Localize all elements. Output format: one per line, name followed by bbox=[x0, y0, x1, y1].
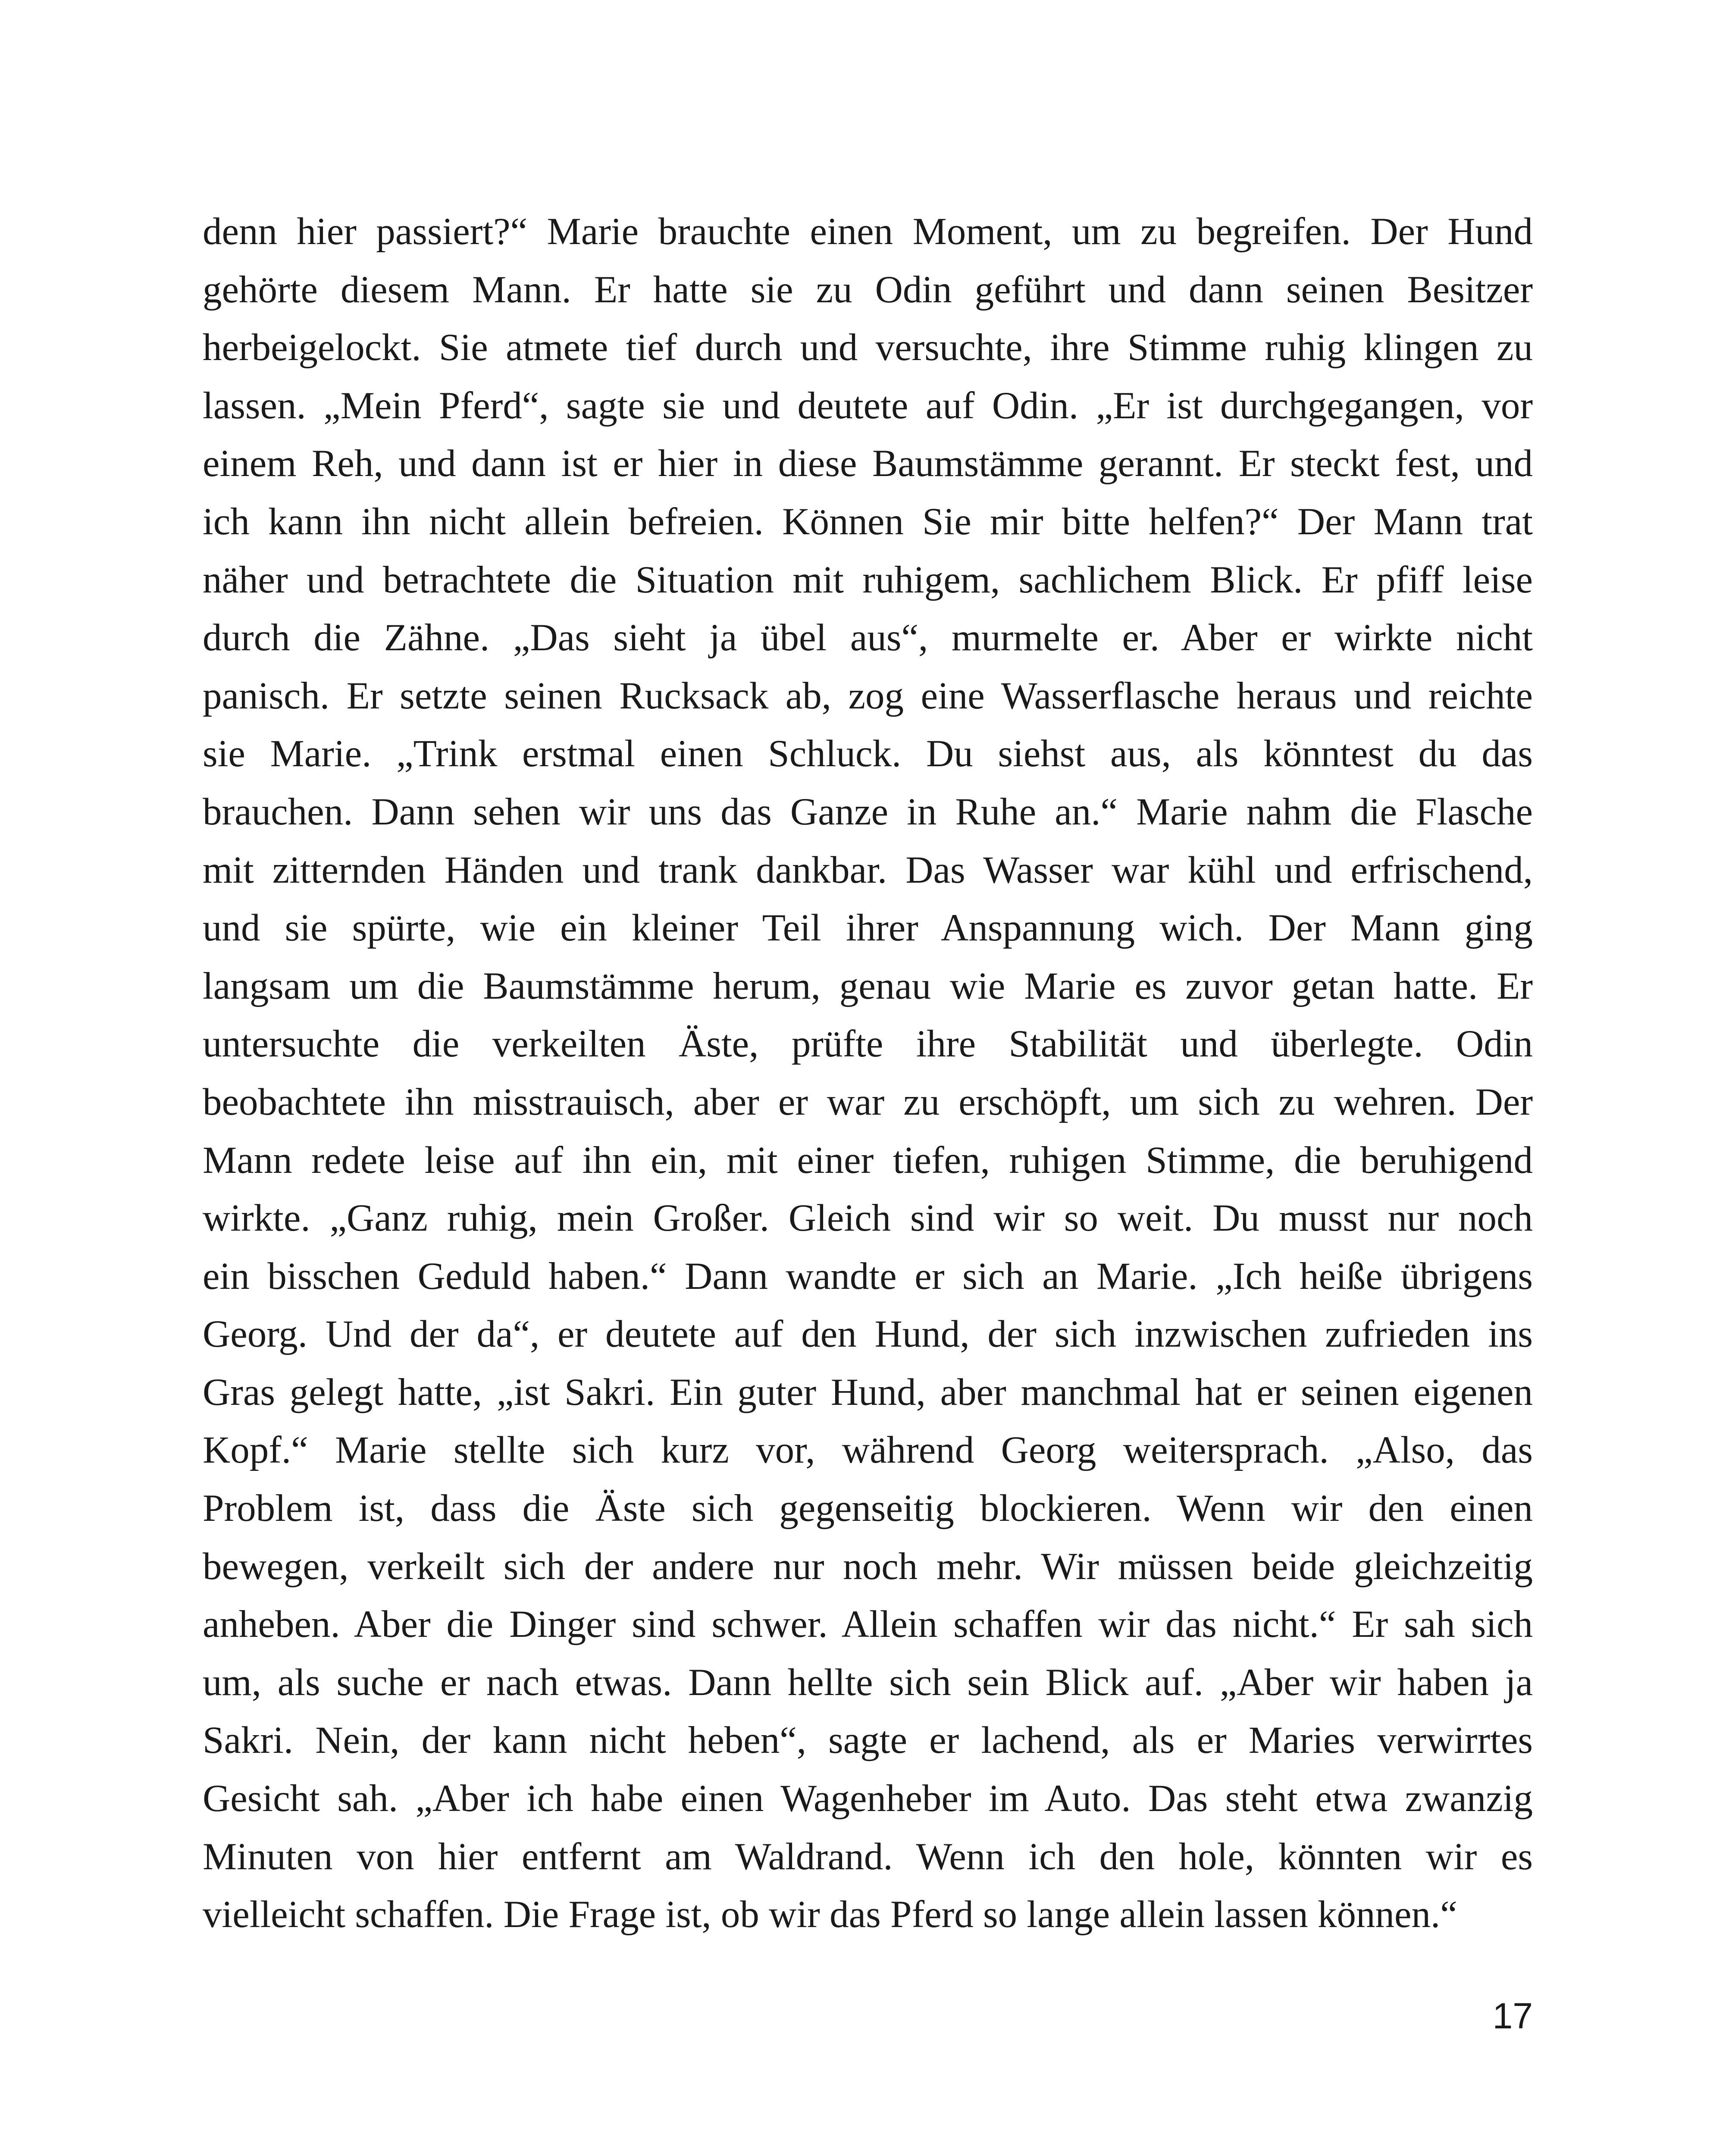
text-line: einem Reh, und dann ist er hier in diese Baumstämme gerannt. Er steckt fest, und bbox=[203, 442, 1533, 485]
text-line: lassen. „Mein Pferd“, sagte sie und deutete auf Odin. „Er ist durchgegangen, vor bbox=[203, 384, 1533, 427]
text-line: gehörte diesem Mann. Er hatte sie zu Odin geführt und dann seinen Besitzer bbox=[203, 268, 1533, 311]
text-line: herbeigelockt. Sie atmete tief durch und versuchte, ihre Stimme ruhig klingen zu bbox=[203, 326, 1533, 369]
text-line: untersuchte die verkeilten Äste, prüfte ihre Stabilität und überlegte. Odin bbox=[203, 1023, 1533, 1065]
text-line: näher und betrachtete die Situation mit ruhigem, sachlichem Blick. Er pfiff leise bbox=[203, 558, 1533, 601]
text-line: anheben. Aber die Dinger sind schwer. Allein schaffen wir das nicht.“ Er sah sich bbox=[203, 1603, 1533, 1646]
text-line: und sie spürte, wie ein kleiner Teil ihrer Anspannung wich. Der Mann ging bbox=[203, 907, 1533, 950]
text-line: Georg. Und der da“, er deutete auf den Hund, der sich inzwischen zufrieden ins bbox=[203, 1313, 1533, 1356]
text-line: denn hier passiert?“ Marie brauchte einen Moment, um zu begreifen. Der Hund bbox=[203, 210, 1533, 253]
text-line: langsam um die Baumstämme herum, genau wie Marie es zuvor getan hatte. Er bbox=[203, 965, 1533, 1007]
text-line: mit zitternden Händen und trank dankbar. Das Wasser war kühl und erfrischend, bbox=[203, 849, 1533, 891]
text-line: ein bisschen Geduld haben.“ Dann wandte er sich an Marie. „Ich heiße übrigens bbox=[203, 1255, 1533, 1297]
text-line: ich kann ihn nicht allein befreien. Können Sie mir bitte helfen?“ Der Mann trat bbox=[203, 500, 1533, 543]
text-line: durch die Zähne. „Das sieht ja übel aus“, murmelte er. Aber er wirkte nicht bbox=[203, 617, 1533, 659]
text-line: Problem ist, dass die Äste sich gegenseitig blockieren. Wenn wir den einen bbox=[203, 1487, 1533, 1530]
text-line: bewegen, verkeilt sich der andere nur noch mehr. Wir müssen beide gleichzeitig bbox=[203, 1545, 1533, 1588]
text-line: sie Marie. „Trink erstmal einen Schluck. Du siehst aus, als könntest du das bbox=[203, 733, 1533, 775]
page-number: 17 bbox=[1492, 1996, 1533, 2036]
text-line: wirkte. „Ganz ruhig, mein Großer. Gleich sind wir so weit. Du musst nur noch bbox=[203, 1197, 1533, 1240]
text-line: Kopf.“ Marie stellte sich kurz vor, während Georg weitersprach. „Also, das bbox=[203, 1429, 1533, 1472]
text-line: Gras gelegt hatte, „ist Sakri. Ein guter Hund, aber manchmal hat er seinen eigenen bbox=[203, 1371, 1533, 1413]
text-line: Mann redete leise auf ihn ein, mit einer tiefen, ruhigen Stimme, die beruhigend bbox=[203, 1139, 1533, 1181]
text-line: vielleicht schaffen. Die Frage ist, ob wir das Pferd so lange allein lassen können.“ bbox=[203, 1893, 1457, 1936]
text-line: panisch. Er setzte seinen Rucksack ab, zog eine Wasserflasche heraus und reichte bbox=[203, 674, 1533, 717]
text-line: um, als suche er nach etwas. Dann hellte sich sein Blick auf. „Aber wir haben ja bbox=[203, 1661, 1533, 1704]
text-line: brauchen. Dann sehen wir uns das Ganze in Ruhe an.“ Marie nahm die Flasche bbox=[203, 790, 1533, 833]
text-line: Minuten von hier entfernt am Waldrand. Wenn ich den hole, könnten wir es bbox=[203, 1835, 1533, 1878]
text-line: beobachtete ihn misstrauisch, aber er war zu erschöpft, um sich zu wehren. Der bbox=[203, 1081, 1533, 1123]
text-line: Sakri. Nein, der kann nicht heben“, sagte er lachend, als er Maries verwirrtes bbox=[203, 1719, 1533, 1762]
text-line: Gesicht sah. „Aber ich habe einen Wagenheber im Auto. Das steht etwa zwanzig bbox=[203, 1777, 1533, 1820]
body-text bbox=[203, 203, 1533, 1944]
